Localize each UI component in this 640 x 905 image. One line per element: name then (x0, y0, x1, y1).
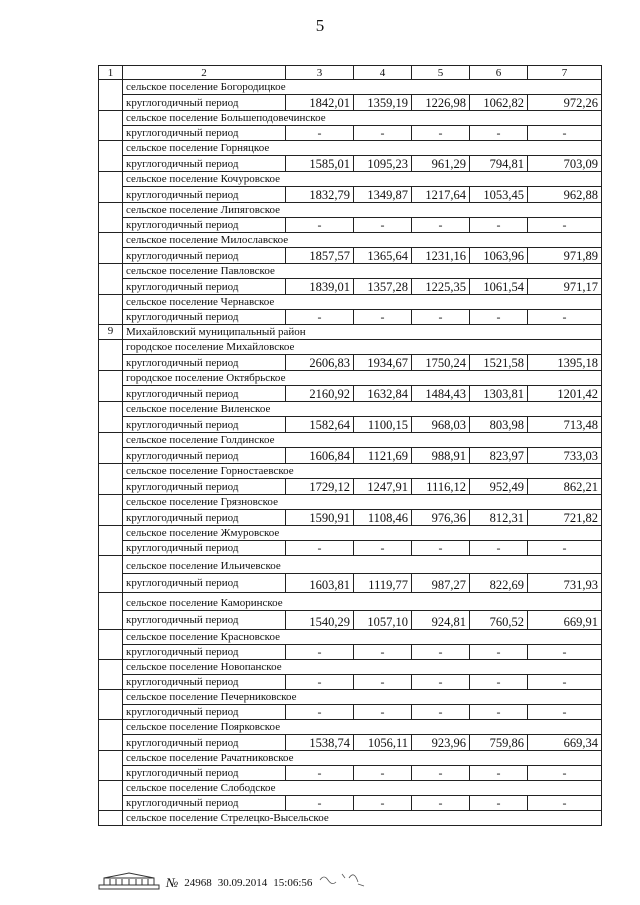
settlement-name: сельское поселение Печерниковское (123, 690, 602, 705)
value-cell: 823,97 (470, 448, 528, 464)
table-body (99, 66, 602, 826)
value-cell: 2606,83 (286, 355, 354, 371)
value-cell: 862,21 (528, 479, 602, 495)
settlement-name-row (99, 720, 602, 735)
settlement-name: сельское поселение Виленское (123, 402, 602, 417)
column-header: 1 (99, 66, 123, 80)
tariff-table (98, 65, 602, 826)
value-cell: 988,91 (412, 448, 470, 464)
settlement-name-row (99, 371, 602, 386)
row-index (99, 111, 123, 141)
period-label: круглогодичный период (123, 675, 286, 690)
value-cell: 972,26 (528, 95, 602, 111)
row-index (99, 593, 123, 630)
column-header: 7 (528, 66, 602, 80)
value-cell: 1225,35 (412, 279, 470, 295)
row-index (99, 751, 123, 781)
district-row (99, 325, 602, 340)
period-value-row (99, 645, 602, 660)
period-label: круглогодичный период (123, 541, 286, 556)
value-cell: 1729,12 (286, 479, 354, 495)
value-cell: 760,52 (470, 611, 528, 630)
row-index (99, 690, 123, 720)
row-index (99, 340, 123, 371)
document-date: 30.09.2014 (217, 876, 268, 889)
row-index (99, 233, 123, 264)
row-index (99, 720, 123, 751)
value-cell: 822,69 (470, 574, 528, 593)
value-cell: 1053,45 (470, 187, 528, 203)
value-cell: 971,17 (528, 279, 602, 295)
period-label: круглогодичный период (123, 310, 286, 325)
row-index (99, 526, 123, 556)
value-cell: 976,36 (412, 510, 470, 526)
settlement-name: сельское поселение Кочуровское (123, 172, 602, 187)
value-cell: 952,49 (470, 479, 528, 495)
settlement-name-row (99, 526, 602, 541)
value-cell: 1226,98 (412, 95, 470, 111)
settlement-name: сельское поселение Милославское (123, 233, 602, 248)
value-cell: 1359,19 (354, 95, 412, 111)
value-cell: - (470, 310, 528, 325)
period-value-row (99, 279, 602, 295)
value-cell: - (354, 675, 412, 690)
row-index (99, 630, 123, 660)
settlement-name-row (99, 141, 602, 156)
value-cell: 1057,10 (354, 611, 412, 630)
settlement-name: сельское поселение Новопанское (123, 660, 602, 675)
settlement-name-row (99, 781, 602, 796)
value-cell: - (354, 126, 412, 141)
value-cell: - (286, 796, 354, 811)
row-index (99, 402, 123, 433)
value-cell: 1121,69 (354, 448, 412, 464)
settlement-name-row (99, 172, 602, 187)
value-cell: 1061,54 (470, 279, 528, 295)
settlement-name: сельское поселение Грязновское (123, 495, 602, 510)
row-index (99, 464, 123, 495)
value-cell: - (528, 218, 602, 233)
period-value-row (99, 675, 602, 690)
settlement-name-row (99, 630, 602, 645)
period-label: круглогодичный период (123, 187, 286, 203)
period-label: круглогодичный период (123, 611, 286, 630)
value-cell: 1750,24 (412, 355, 470, 371)
settlement-name: сельское поселение Жмуровское (123, 526, 602, 541)
period-label: круглогодичный период (123, 355, 286, 371)
value-cell: - (528, 796, 602, 811)
settlement-name: сельское поселение Каморинское (123, 593, 602, 611)
value-cell: 923,96 (412, 735, 470, 751)
settlement-name: сельское поселение Поярковское (123, 720, 602, 735)
value-cell: - (528, 766, 602, 781)
value-cell: - (286, 310, 354, 325)
value-cell: - (412, 541, 470, 556)
row-index: 9 (99, 325, 123, 340)
row-index (99, 556, 123, 593)
settlement-name-row (99, 340, 602, 355)
period-label: круглогодичный период (123, 735, 286, 751)
value-cell: - (412, 310, 470, 325)
period-value-row (99, 187, 602, 203)
value-cell: 1303,81 (470, 386, 528, 402)
row-index (99, 371, 123, 402)
period-value-row (99, 574, 602, 593)
settlement-name: городское поселение Октябрьское (123, 371, 602, 386)
value-cell: - (286, 126, 354, 141)
period-value-row (99, 417, 602, 433)
value-cell: 1062,82 (470, 95, 528, 111)
value-cell: 713,48 (528, 417, 602, 433)
period-value-row (99, 248, 602, 264)
value-cell: - (412, 796, 470, 811)
value-cell: - (470, 766, 528, 781)
value-cell: - (528, 126, 602, 141)
period-label: круглогодичный период (123, 386, 286, 402)
settlement-name: сельское поселение Ильичевское (123, 556, 602, 574)
value-cell: 1590,91 (286, 510, 354, 526)
value-cell: 1365,64 (354, 248, 412, 264)
period-label: круглогодичный период (123, 218, 286, 233)
value-cell: 1484,43 (412, 386, 470, 402)
document-footer (98, 872, 312, 893)
settlement-name-row (99, 264, 602, 279)
value-cell: - (354, 705, 412, 720)
period-value-row (99, 355, 602, 371)
period-value-row (99, 156, 602, 172)
document-time: 15:06:56 (273, 876, 313, 889)
settlement-name-row (99, 556, 602, 574)
period-value-row (99, 735, 602, 751)
settlement-name: сельское поселение Павловское (123, 264, 602, 279)
settlement-name: сельское поселение Рачатниковское (123, 751, 602, 766)
pen-scribble-icon (318, 868, 368, 890)
value-cell: 1217,64 (412, 187, 470, 203)
period-value-row (99, 510, 602, 526)
value-cell: - (470, 675, 528, 690)
value-cell: 1095,23 (354, 156, 412, 172)
document-number: 24968 (184, 876, 212, 889)
settlement-name-row (99, 751, 602, 766)
settlement-name: сельское поселение Голдинское (123, 433, 602, 448)
value-cell: - (528, 675, 602, 690)
value-cell: 1108,46 (354, 510, 412, 526)
value-cell: 1585,01 (286, 156, 354, 172)
value-cell: - (412, 126, 470, 141)
value-cell: - (470, 541, 528, 556)
value-cell: 1582,64 (286, 417, 354, 433)
period-value-row (99, 126, 602, 141)
value-cell: - (286, 541, 354, 556)
value-cell: 803,98 (470, 417, 528, 433)
value-cell: 1521,58 (470, 355, 528, 371)
settlement-name: городское поселение Михайловское (123, 340, 602, 355)
value-cell: 1540,29 (286, 611, 354, 630)
row-index (99, 80, 123, 111)
settlement-name: сельское поселение Красновское (123, 630, 602, 645)
settlement-name-row (99, 80, 602, 95)
value-cell: - (412, 675, 470, 690)
period-label: круглогодичный период (123, 248, 286, 264)
period-value-row (99, 218, 602, 233)
value-cell: - (470, 796, 528, 811)
period-value-row (99, 310, 602, 325)
column-header: 5 (412, 66, 470, 80)
value-cell: 731,93 (528, 574, 602, 593)
value-cell: 968,03 (412, 417, 470, 433)
value-cell: 962,88 (528, 187, 602, 203)
period-label: круглогодичный период (123, 705, 286, 720)
value-cell: 1934,67 (354, 355, 412, 371)
value-cell: - (470, 126, 528, 141)
settlement-name-row (99, 811, 602, 826)
settlement-name-row (99, 433, 602, 448)
number-sign: № (166, 874, 179, 890)
value-cell: 1201,42 (528, 386, 602, 402)
period-value-row (99, 611, 602, 630)
value-cell: - (354, 310, 412, 325)
row-index (99, 141, 123, 172)
value-cell: - (286, 675, 354, 690)
period-value-row (99, 766, 602, 781)
value-cell: - (354, 541, 412, 556)
settlement-name: сельское поселение Липяговское (123, 203, 602, 218)
value-cell: 1857,57 (286, 248, 354, 264)
value-cell: - (286, 705, 354, 720)
value-cell: - (354, 796, 412, 811)
settlement-name-row (99, 464, 602, 479)
column-header: 4 (354, 66, 412, 80)
value-cell: - (412, 645, 470, 660)
value-cell: 669,34 (528, 735, 602, 751)
period-value-row (99, 479, 602, 495)
value-cell: 1116,12 (412, 479, 470, 495)
settlement-name-row (99, 402, 602, 417)
value-cell: 733,03 (528, 448, 602, 464)
period-label: круглогодичный период (123, 479, 286, 495)
settlement-name-row (99, 593, 602, 611)
value-cell: - (286, 766, 354, 781)
value-cell: 961,29 (412, 156, 470, 172)
row-index (99, 660, 123, 690)
value-cell: 1100,15 (354, 417, 412, 433)
building-stamp-icon (98, 872, 160, 893)
settlement-name-row (99, 111, 602, 126)
period-label: круглогодичный период (123, 645, 286, 660)
period-value-row (99, 448, 602, 464)
settlement-name: сельское поселение Большеподовечинское (123, 111, 602, 126)
settlement-name-row (99, 203, 602, 218)
value-cell: 759,86 (470, 735, 528, 751)
period-value-row (99, 705, 602, 720)
settlement-name: сельское поселение Слободское (123, 781, 602, 796)
value-cell: - (286, 218, 354, 233)
value-cell: 1247,91 (354, 479, 412, 495)
value-cell: - (354, 766, 412, 781)
value-cell: 1603,81 (286, 574, 354, 593)
page-number: 5 (315, 16, 325, 35)
district-name: Михайловский муниципальный район (123, 325, 602, 340)
row-index (99, 172, 123, 203)
settlement-name: сельское поселение Стрелецко-Высельское (123, 811, 602, 826)
row-index (99, 295, 123, 325)
settlement-name-row (99, 295, 602, 310)
value-cell: - (470, 218, 528, 233)
table-header-row (99, 66, 602, 80)
value-cell: - (354, 645, 412, 660)
value-cell: 721,82 (528, 510, 602, 526)
value-cell: - (528, 310, 602, 325)
value-cell: - (528, 645, 602, 660)
value-cell: - (412, 218, 470, 233)
value-cell: - (286, 645, 354, 660)
value-cell: - (528, 705, 602, 720)
value-cell: 1357,28 (354, 279, 412, 295)
settlement-name-row (99, 233, 602, 248)
settlement-name: сельское поселение Горняцкое (123, 141, 602, 156)
period-label: круглогодичный период (123, 796, 286, 811)
value-cell: 812,31 (470, 510, 528, 526)
value-cell: 1231,16 (412, 248, 470, 264)
row-index (99, 781, 123, 811)
period-label: круглогодичный период (123, 126, 286, 141)
settlement-name-row (99, 660, 602, 675)
settlement-name: сельское поселение Горностаевское (123, 464, 602, 479)
value-cell: 1538,74 (286, 735, 354, 751)
value-cell: 1832,79 (286, 187, 354, 203)
period-label: круглогодичный период (123, 510, 286, 526)
value-cell: 987,27 (412, 574, 470, 593)
settlement-name: сельское поселение Чернавское (123, 295, 602, 310)
row-index (99, 433, 123, 464)
period-value-row (99, 541, 602, 556)
value-cell: - (412, 705, 470, 720)
value-cell: 703,09 (528, 156, 602, 172)
period-label: круглогодичный период (123, 417, 286, 433)
period-label: круглогодичный период (123, 574, 286, 593)
value-cell: 1839,01 (286, 279, 354, 295)
column-header: 6 (470, 66, 528, 80)
value-cell: 1395,18 (528, 355, 602, 371)
settlement-name-row (99, 495, 602, 510)
value-cell: 2160,92 (286, 386, 354, 402)
value-cell: 971,89 (528, 248, 602, 264)
value-cell: 669,91 (528, 611, 602, 630)
period-label: круглогодичный период (123, 766, 286, 781)
row-index (99, 811, 123, 826)
value-cell: 1056,11 (354, 735, 412, 751)
value-cell: 1063,96 (470, 248, 528, 264)
period-label: круглогодичный период (123, 95, 286, 111)
value-cell: 924,81 (412, 611, 470, 630)
row-index (99, 203, 123, 233)
column-header: 2 (123, 66, 286, 80)
value-cell: 1632,84 (354, 386, 412, 402)
value-cell: 1349,87 (354, 187, 412, 203)
period-value-row (99, 796, 602, 811)
value-cell: - (354, 218, 412, 233)
value-cell: - (470, 705, 528, 720)
column-header: 3 (286, 66, 354, 80)
period-value-row (99, 95, 602, 111)
period-label: круглогодичный период (123, 279, 286, 295)
settlement-name: сельское поселение Богородицкое (123, 80, 602, 95)
settlement-name-row (99, 690, 602, 705)
period-label: круглогодичный период (123, 156, 286, 172)
period-label: круглогодичный период (123, 448, 286, 464)
row-index (99, 495, 123, 526)
value-cell: 794,81 (470, 156, 528, 172)
value-cell: 1606,84 (286, 448, 354, 464)
period-value-row (99, 386, 602, 402)
value-cell: - (528, 541, 602, 556)
value-cell: - (470, 645, 528, 660)
row-index (99, 264, 123, 295)
value-cell: 1119,77 (354, 574, 412, 593)
value-cell: - (412, 766, 470, 781)
value-cell: 1842,01 (286, 95, 354, 111)
